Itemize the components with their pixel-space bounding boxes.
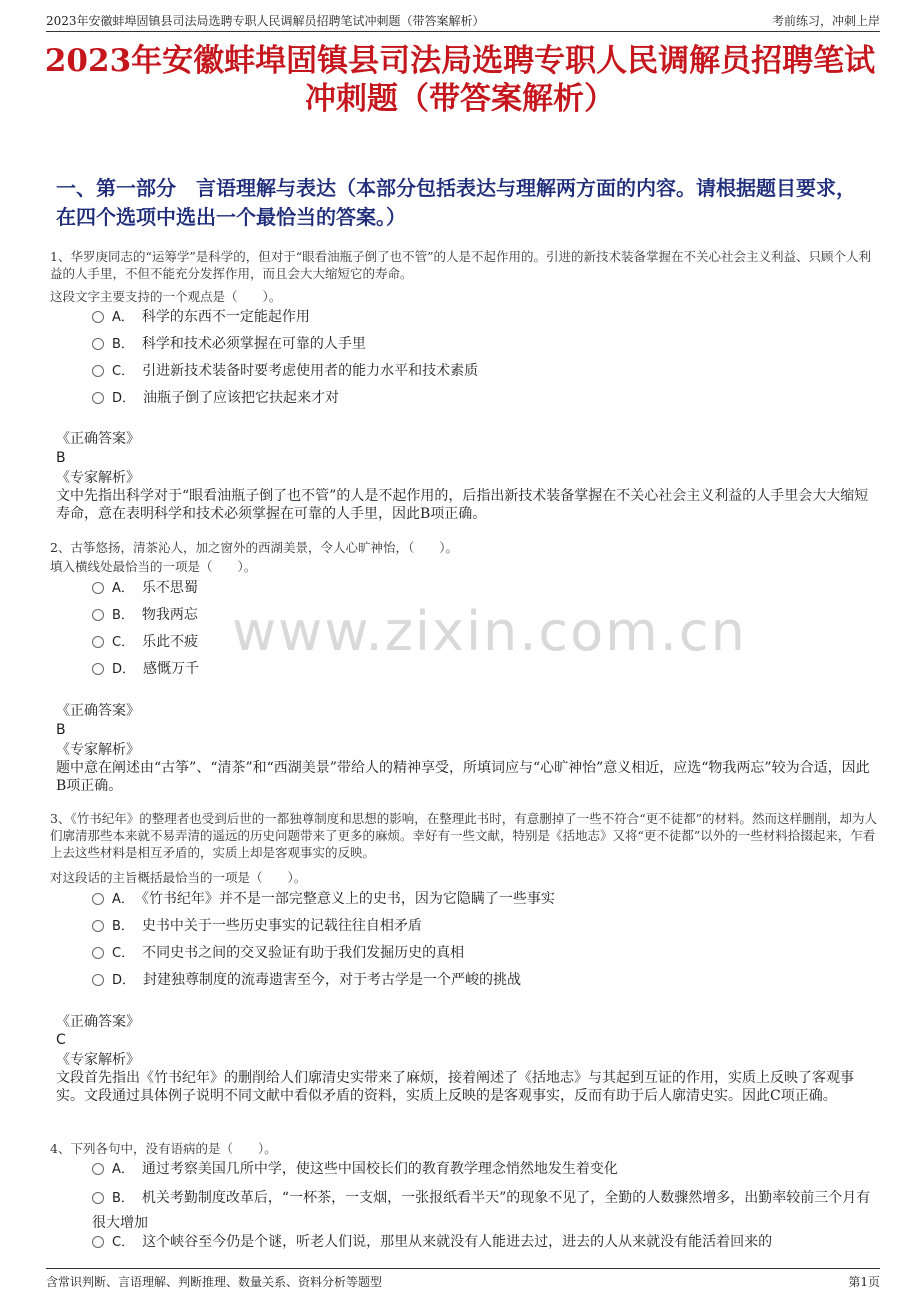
radio-icon[interactable] <box>92 947 104 959</box>
question-4-option-c[interactable]: C． 这个峡谷至今仍是个谜，听老人们说，那里从来就没有人能进去过，进去的人从来就没有能活着回来的 <box>92 1230 880 1255</box>
question-3-option-b[interactable]: B． 史书中关于一些历史事实的记载往往自相矛盾 <box>92 914 880 939</box>
question-1-option-b[interactable]: B． 科学和技术必须掌握在可靠的人手里 <box>92 332 880 357</box>
radio-icon[interactable] <box>92 893 104 905</box>
document-title: 2023年安徽蚌埠固镇县司法局选聘专职人民调解员招聘笔试冲刺题（带答案解析） <box>44 43 876 117</box>
question-2-option-c[interactable]: C． 乐此不疲 <box>92 630 880 655</box>
radio-icon[interactable] <box>92 365 104 377</box>
question-2-answer: B <box>56 722 66 738</box>
analysis-label: 《专家解析》 <box>56 1052 140 1068</box>
header-slogan: 考前练习，冲刺上岸 <box>771 14 880 28</box>
question-3-analysis: 文段首先指出《竹书纪年》的删削给人们廓清史实带来了麻烦，接着阐述了《括地志》与其起到互证的作用，实质上反映了客观事实。文段通过具体例子说明不同文献中看似矛盾的资料，实质上反映的是客观事实，反而有助于后人廓清史实。因此C项正确。 <box>56 1070 854 1104</box>
header-document-title: 2023年安徽蚌埠固镇县司法局选聘专职人民调解员招聘笔试冲刺题（带答案解析） <box>46 14 485 28</box>
question-4-text: 4、下列各句中，没有语病的是（ ）。 <box>50 1141 277 1156</box>
watermark: www.zixin.com.cn <box>232 600 747 663</box>
question-4-option-a[interactable]: A． 通过考察美国几所中学，使这些中国校长们的教育教学理念悄然地发生着变化 <box>92 1157 880 1182</box>
question-1-analysis: 文中先指出科学对于“眼看油瓶子倒了也不管”的人是不起作用的，后指出新技术装备掌握在不关心社会主义利益的人手里会大大缩短寿命，意在表明科学和技术必须掌握在可靠的人手里，因此B项正确。 <box>56 488 869 522</box>
radio-icon[interactable] <box>92 311 104 323</box>
radio-icon[interactable] <box>92 392 104 404</box>
footer-topics: 含常识判断、言语理解、判断推理、数量关系、资料分析等题型 <box>46 1275 383 1289</box>
page-number: 第1页 <box>848 1275 880 1289</box>
question-1-prompt: 这段文字主要支持的一个观点是（ ）。 <box>50 289 282 304</box>
radio-icon[interactable] <box>92 1236 104 1248</box>
radio-icon[interactable] <box>92 1192 104 1204</box>
section-heading: 一、第一部分 言语理解与表达（本部分包括表达与理解两方面的内容。请根据题目要求，在四个选项中选出一个最恰当的答案。） <box>56 176 856 229</box>
page-footer <box>46 1268 880 1289</box>
question-3-option-d[interactable]: D． 封建独尊制度的流毒遗害至今，对于考古学是一个严峻的挑战 <box>92 968 880 993</box>
question-1-text: 1、华罗庚同志的“运筹学”是科学的，但对于“眼看油瓶子倒了也不管”的人是不起作用的。引进的新技术装备掌握在不关心社会主义利益、只顾个人利益的人手里，不但不能充分发挥作用，而且会大大缩短它的寿命。 <box>50 249 872 281</box>
question-2-option-b[interactable]: B． 物我两忘 <box>92 603 880 628</box>
question-3-text: 3、《竹书纪年》的整理者也受到后世的一都独尊制度和思想的影响，在整理此书时，有意删掉了一些不符合“更不徒都”的材料。然而这样删削，却为人们廓清那些本来就不易弄清的遥远的历史问题带来了更多的麻烦。幸好有一些文献，特别是《括地志》又将“更不徒都”以外的一些材料拾掇起来，乍看上去这些材料是相互矛盾的，实质上却是客观事实的反映。 <box>50 811 877 860</box>
question-2-option-d[interactable]: D． 感慨万千 <box>92 657 880 682</box>
radio-icon[interactable] <box>92 338 104 350</box>
answer-label: 《正确答案》 <box>56 703 140 719</box>
page-header <box>46 10 880 32</box>
question-2-prompt: 填入横线处最恰当的一项是（ ）。 <box>50 559 257 574</box>
question-3-answer: C <box>56 1032 66 1048</box>
analysis-label: 《专家解析》 <box>56 742 140 758</box>
question-3-prompt: 对这段话的主旨概括最恰当的一项是（ ）。 <box>50 870 307 885</box>
analysis-label: 《专家解析》 <box>56 470 140 486</box>
question-1-option-d[interactable]: D． 油瓶子倒了应该把它扶起来才对 <box>92 386 880 411</box>
question-3-option-a[interactable]: A． 《竹书纪年》并不是一部完整意义上的史书，因为它隐瞒了一些事实 <box>92 887 880 912</box>
radio-icon[interactable] <box>92 1163 104 1175</box>
radio-icon[interactable] <box>92 582 104 594</box>
question-1-option-c[interactable]: C． 引进新技术装备时要考虑使用者的能力水平和技术素质 <box>92 359 880 384</box>
answer-label: 《正确答案》 <box>56 431 140 447</box>
answer-label: 《正确答案》 <box>56 1014 140 1030</box>
radio-icon[interactable] <box>92 974 104 986</box>
radio-icon[interactable] <box>92 636 104 648</box>
question-3-option-c[interactable]: C． 不同史书之间的交叉验证有助于我们发掘历史的真相 <box>92 941 880 966</box>
question-1-answer: B <box>56 450 66 466</box>
question-2-analysis: 题中意在阐述由“古筝”、“清茶”和“西湖美景”带给人的精神享受，所填词应与“心旷神怡”意义相近，应选“物我两忘”较为合适，因此B项正确。 <box>56 760 870 794</box>
question-4-option-b[interactable]: B． 机关考勤制度改革后，“一杯茶，一支烟，一张报纸看半天”的现象不见了，全勤的人数骤然增多，出勤率较前三个月有很大增加 <box>92 1190 871 1231</box>
question-1-option-a[interactable]: A． 科学的东西不一定能起作用 <box>92 305 880 330</box>
question-2-option-a[interactable]: A． 乐不思蜀 <box>92 576 880 601</box>
radio-icon[interactable] <box>92 663 104 675</box>
radio-icon[interactable] <box>92 920 104 932</box>
question-2-text: 2、古筝悠扬，清茶沁人，加之窗外的西湖美景，令人心旷神怡，（ ）。 <box>50 540 458 555</box>
radio-icon[interactable] <box>92 609 104 621</box>
